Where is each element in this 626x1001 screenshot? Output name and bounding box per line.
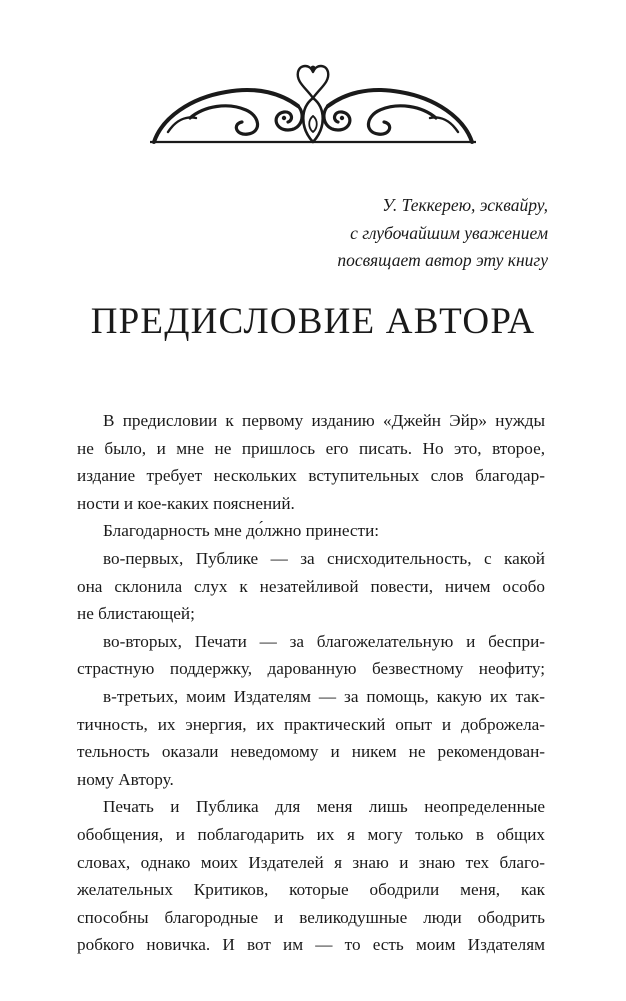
text-line: В предисловии к первому изданию «Джейн Эйр» нужды	[103, 411, 545, 430]
text-line: не было, и мне не пришлось его писать. Но это, второе,	[77, 438, 545, 458]
text-line: способны благородные и великодушные люди ободрить	[77, 907, 545, 927]
text-line: издание требует нескольких вступительных слов благодар-	[77, 466, 545, 486]
text-line: в-третьих, моим Издателям — за помощь, какую их так-	[103, 686, 545, 706]
dedication-line: посвящает автор эту книгу	[337, 250, 548, 270]
dedication	[188, 192, 548, 275]
text-line: страстную поддержку, дарованную безвестному неофиту;	[77, 659, 545, 679]
text-line: робкого новичка. И вот им — то есть моим Издателям	[77, 935, 545, 955]
text-line: во-вторых, Печати — за благожелательную и беспри-	[103, 631, 545, 651]
decorative-ornament	[150, 58, 476, 150]
dedication-line: У. Теккерею, эсквайру,	[382, 195, 548, 215]
text-line: Печать и Публика для меня лишь неопределенные	[103, 797, 545, 817]
text-line: тельность оказали неведомому и никем не рекомендован-	[77, 742, 545, 762]
dedication-line: с глубочайшим уважением	[350, 222, 548, 243]
chapter-title: ПРЕДИСЛОВИЕ АВТОРА	[90, 301, 536, 342]
body-text	[77, 407, 545, 959]
text-line: словах, однако моих Издателей я знаю и знаю тех благо-	[77, 852, 545, 872]
text-line: ности и кое-каких пояснений.	[77, 493, 295, 513]
text-line: не блистающей;	[77, 604, 195, 624]
text-line: желательных Критиков, которые ободрили меня, как	[77, 880, 545, 900]
text-line: тичность, их энергия, их практический опыт и доброжела-	[77, 714, 545, 734]
text-line: она склонила слух к незатейливой повести, ничем особо	[77, 576, 545, 596]
text-line: ному Автору.	[77, 769, 174, 789]
text-line: обобщения, и поблагодарить их я могу только в общих	[77, 824, 545, 844]
text-line: Благодарность мне до́лжно принести:	[103, 521, 380, 541]
text-line: во-первых, Публике — за снисходительность, с какой	[103, 548, 545, 568]
